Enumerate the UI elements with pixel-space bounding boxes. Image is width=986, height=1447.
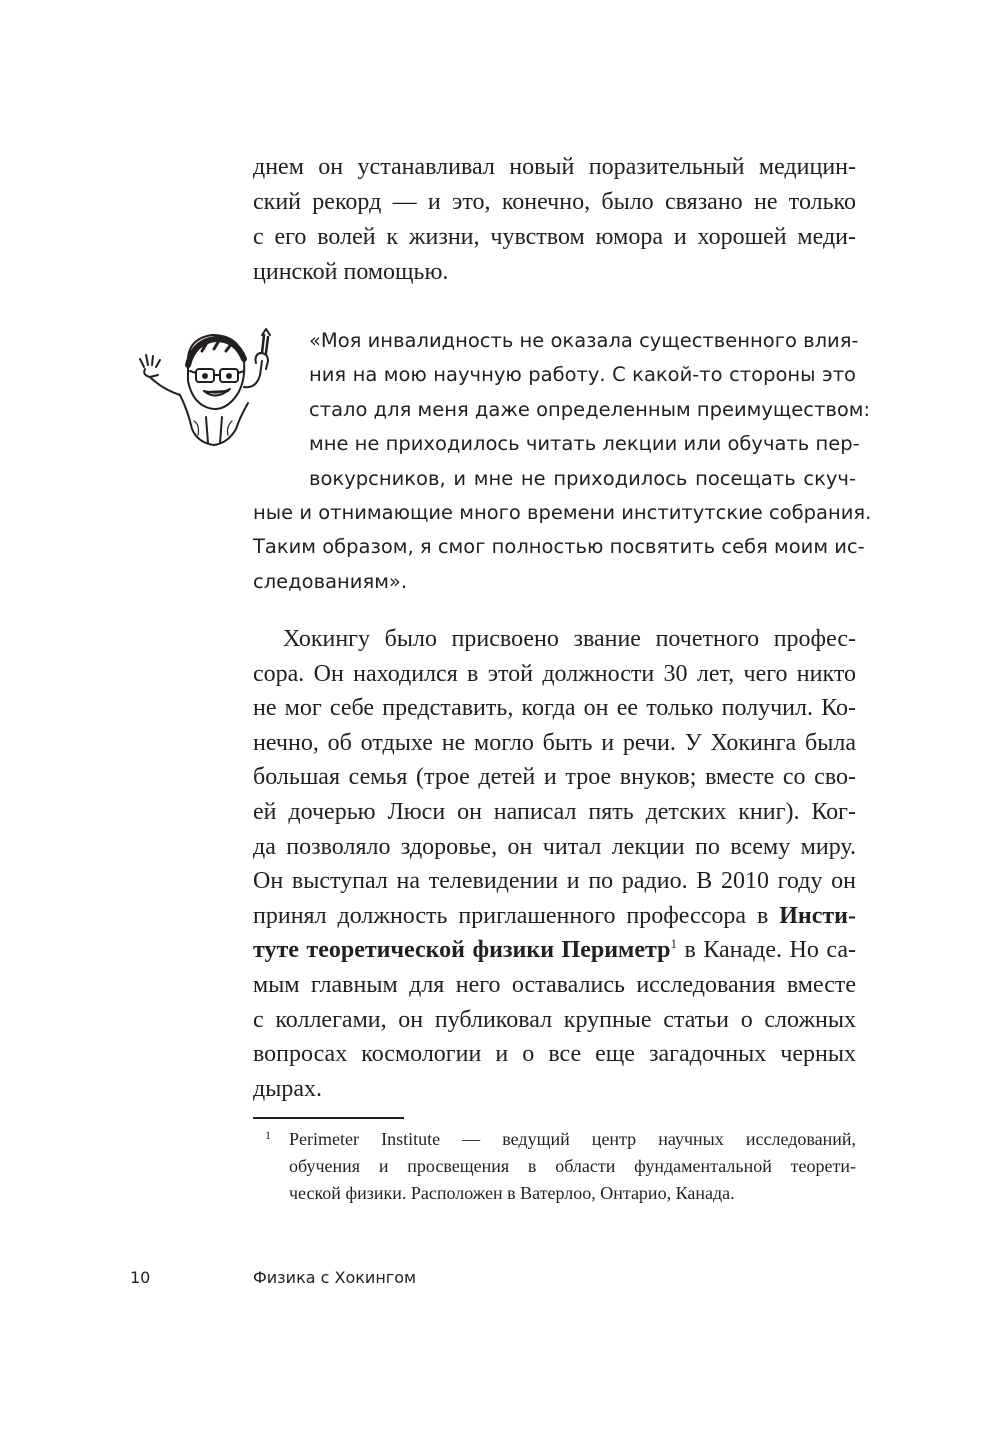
footnote-line: ческой физики. Расположен в Ватерлоо, Онтарио, Канада. [289,1183,735,1203]
text-line: ей дочерью Люси он написал пять детских книг). Ког- [253,798,856,825]
text-line: цинской помощью. [253,259,449,285]
text-line: с коллегами, он публиковал крупные статьи о сложных [253,1006,856,1033]
footnote [253,1126,856,1207]
text-line: ский рекорд — и это, конечно, было связано не только [253,189,856,215]
body-paragraph-main [253,622,856,1106]
footnote-divider [253,1117,404,1119]
text-line [253,933,856,968]
running-head: Физика с Хокингом [253,1268,417,1287]
quote-line: ные и отнимающие много времени институтские собрания. [253,501,872,525]
text-line: нечно, об отдыхе не могло быть и речи. У Хокинга была [253,729,856,756]
quote-line: «Моя инвалидность не оказала существенного влия- [309,329,859,352]
quote-line: стало для меня даже определенным преимуществом: [309,397,871,421]
footnote-line: Perimeter Institute — ведущий центр научных исследований, [289,1129,856,1149]
text-line: сора. Он находился в этой должности 30 лет, чего никто [253,660,856,687]
quote-line: Таким образом, я смог полностью посвятить себя моим ис- [253,535,865,559]
bold-term: туте теоретической физики Периметр [253,937,671,964]
quote-line: мне не приходилось читать лекции или обучать пер- [309,432,860,456]
quote-line: вокурсников, и мне не приходилось посещать скуч- [309,466,856,490]
text-line: вопросах космологии и о все еще загадочных черных [253,1041,856,1068]
footnote-ref[interactable]: 1 [670,936,677,952]
text-line [253,899,856,934]
quote-line: следованиям». [253,569,408,593]
text-line: днем он устанавливал новый поразительный медицин- [253,154,856,180]
text-line: Он выступал на телевидении и по радио. В 2010 году он [253,868,856,895]
body-paragraph-top [253,150,856,290]
text-line: большая семья (трое детей и трое внуков; вместе со сво- [253,764,856,791]
text-line: дырах. [253,1075,322,1102]
text-line: да позволяло здоровье, он читал лекции по всему миру. [253,833,856,860]
text-run: принял должность приглашенного профессора в [253,902,780,929]
text-line: с его волей к жизни, чувством юмора и хорошей меди- [253,224,856,250]
quote-block [253,324,872,599]
footnote-line: обучения и просвещения в области фундаментальной теорети- [289,1156,856,1176]
text-line: Хокингу было присвоено звание почетного профес- [283,626,856,652]
page-number: 10 [130,1268,151,1287]
text-run: в Канаде. Но са- [676,937,856,964]
quote-line: ния на мою научную работу. С какой-то стороны это [309,363,856,387]
bold-term: Инсти- [779,902,856,929]
text-line: не мог себе представить, когда он ее только получил. Ко- [253,695,856,722]
footnote-number: 1 [265,1128,271,1142]
text-line: мым главным для него оставались исследования вместе [253,971,856,998]
